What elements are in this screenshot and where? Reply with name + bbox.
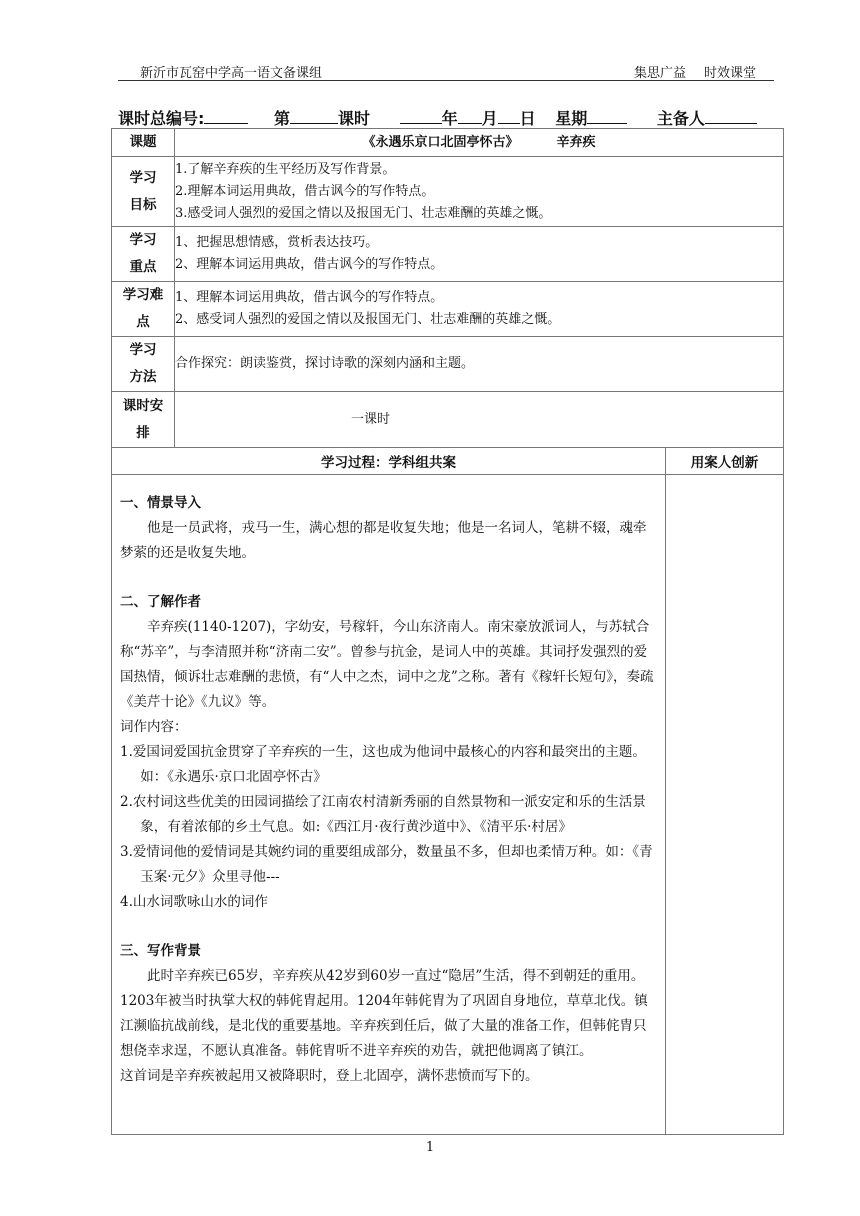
preparer-label: 主备人 <box>656 109 705 128</box>
school-name: 新沂市瓦窑中学高一语文备课组 <box>140 66 323 81</box>
total-no-blank <box>204 109 248 124</box>
key-points-label: 学习 重点 <box>112 227 175 282</box>
works-item: 1.爱国词爱国抗金贯穿了辛弃疾的一生，这也成为他词中最核心的内容和最突出的主题。如：《永遇乐·京口北固亭怀古》 <box>120 744 646 785</box>
section-title-author: 二、了解作者 <box>120 594 201 610</box>
month-blank <box>458 109 482 124</box>
key-points-row <box>112 227 784 282</box>
header-slogans <box>634 62 756 81</box>
works-item: 4.山水词歌咏山水的词作 <box>120 894 268 910</box>
key-point-item: 1、把握思想情感，赏析表达技巧。 <box>175 235 379 250</box>
schedule-row <box>112 392 784 448</box>
topic-author: 辛弃疾 <box>556 134 596 150</box>
slogan-2: 时效课堂 <box>703 66 756 81</box>
page-header <box>118 60 774 81</box>
weekday-label: 星期 <box>555 109 588 128</box>
intro-paragraph: 他是一员武将，戎马一生，满心想的都是收复失地；他是一名词人，笔耕不辍，魂牵梦萦的还是收复失地。 <box>120 520 647 561</box>
goal-item: 1.了解辛弃疾的生平经历及写作背景。 <box>175 161 396 177</box>
topic-label: 课题 <box>112 129 175 157</box>
difficulty-item: 1、理解本词运用典故，借古讽今的写作特点。 <box>175 290 444 305</box>
section-title-background: 三、写作背景 <box>120 943 201 959</box>
key-points-content <box>175 227 784 282</box>
method-content: 合作探究：朗读鉴赏，探讨诗歌的深刻内涵和主题。 <box>175 337 784 392</box>
background-paragraph: 此时辛弃疾已65岁，辛弃疾从42岁到60岁一直过“隐居”生活，得不到朝廷的重用。1203年被当时执掌大权的韩侂胄起用。1204年韩侂胄为了巩固自身地位，草草北伐。镇江濒临抗战前线，是北伐的重要基地。辛弃疾到任后，做了大量的准备工作，但韩侂胄只想侥幸求逞，不愿认真准备。韩侂胄听不进辛弃疾的劝告，就把他调离了镇江。 <box>120 968 648 1059</box>
year-blank <box>400 109 442 124</box>
preparer-blank <box>705 109 757 124</box>
schedule-label: 课时安 排 <box>112 392 175 448</box>
method-row <box>112 337 784 392</box>
background-closing: 这首词是辛弃疾被起用又被降职时，登上北固亭，满怀悲愤而写下的。 <box>120 1068 539 1084</box>
day-label: 日 <box>519 109 536 128</box>
process-body-row <box>112 475 784 1135</box>
difficulties-content <box>175 282 784 337</box>
works-subtitle: 词作内容： <box>120 719 188 735</box>
method-label: 学习 方法 <box>112 337 175 392</box>
total-no-label: 课时总编号: <box>118 109 205 128</box>
topic-content <box>175 129 784 157</box>
process-header-row <box>112 448 784 475</box>
author-paragraph: 辛弃疾(1140-1207)，字幼安，号稼轩，今山东济南人。南宋豪放派词人，与苏轼合称“苏辛”，与李清照并称“济南二安”。曾参与抗金，是词人中的英雄。其词抒发强烈的爱国热情，倾诉壮志难酬的悲愤，有“人中之杰，词中之龙”之称。著有《稼轩长短句》，奏疏《美芹十论》《九议》等。 <box>120 619 654 710</box>
works-item: 3.爱情词他的爱情词是其婉约词的重要组成部分，数量虽不多，但却也柔情万种。如：《青玉案·元夕》众里寻他--- <box>120 844 653 885</box>
di-label: 第 <box>273 109 290 128</box>
goals-label: 学习 目标 <box>112 157 175 227</box>
goals-row <box>112 157 784 227</box>
weekday-blank <box>587 109 627 124</box>
works-item: 2.农村词这些优美的田园词描绘了江南农村清新秀丽的自然景物和一派安定和乐的生活景象，有着浓郁的乡土气息。如:《西江月·夜行黄沙道中》、《清平乐·村居》 <box>120 794 646 835</box>
process-body <box>112 475 666 1135</box>
page-number: 1 <box>425 1140 435 1155</box>
keshi-label: 课时 <box>338 109 371 128</box>
year-label: 年 <box>441 109 458 128</box>
difficulties-row <box>112 282 784 337</box>
goals-content <box>175 157 784 227</box>
goal-item: 3.感受词人强烈的爱国之情以及报国无门、壮志难酬的英雄之慨。 <box>175 205 552 221</box>
key-point-item: 2、理解本词运用典故，借古讽今的写作特点。 <box>175 257 444 272</box>
day-blank <box>498 109 520 124</box>
topic-row <box>112 129 784 157</box>
lesson-plan-table <box>111 128 784 1135</box>
innovation-heading: 用案人创新 <box>666 448 784 475</box>
topic-title: 《永遇乐京口北固亭怀古》 <box>362 134 519 150</box>
lesson-meta-line <box>118 106 778 129</box>
process-heading: 学习过程：学科组共案 <box>112 448 666 475</box>
lesson-no-blank <box>290 109 338 124</box>
section-title-intro: 一、情景导入 <box>120 495 201 511</box>
difficulties-label: 学习难 点 <box>112 282 175 337</box>
goal-item: 2.理解本词运用典故，借古讽今的写作特点。 <box>175 183 435 199</box>
month-label: 月 <box>481 109 498 128</box>
difficulty-item: 2、感受词人强烈的爱国之情以及报国无门、壮志难酬的英雄之慨。 <box>175 312 561 327</box>
innovation-column <box>666 475 784 1135</box>
slogan-1: 集思广益 <box>633 66 686 81</box>
schedule-content: 一课时 <box>175 392 784 448</box>
